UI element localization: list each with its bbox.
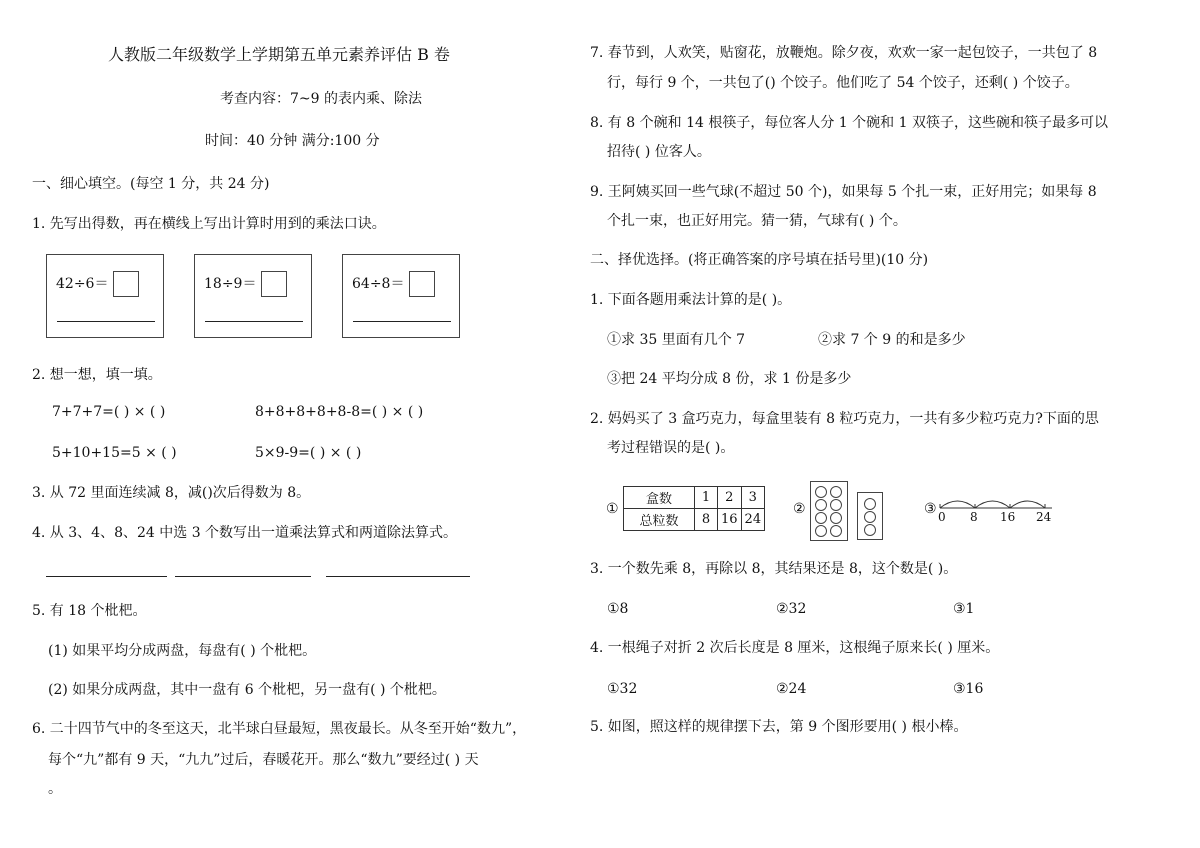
chocolate-icon xyxy=(864,498,876,510)
answer-square-1[interactable] xyxy=(113,271,139,297)
s2-q4-option-2: ②24 xyxy=(776,681,807,697)
q6-line-1: 6. 二十四节气中的冬至这天，北半球白昼最短，黑夜最长。从冬至开始“数九”， xyxy=(32,721,527,737)
s2-q1-option-2: ②求 7 个 9 的和是多少 xyxy=(818,332,966,348)
chocolate-icon xyxy=(830,525,842,537)
number-line-label-24: 24 xyxy=(1036,510,1052,524)
section1-heading: 一、细心填空。(每空 1 分，共 24 分) xyxy=(32,176,270,192)
q6-line-2: 每个“九”都有 9 天，“九九”过后，春暖花开。那么“数九”要经过( ) 天 xyxy=(48,752,479,768)
s2-q4-text: 4. 一根绳子对折 2 次后长度是 8 厘米，这根绳子原来长( ) 厘米。 xyxy=(590,640,1000,656)
chocolate-box-partial xyxy=(857,492,883,540)
q2-line-2: 8+8+8+8+8-8=( ) × ( ) xyxy=(255,404,424,420)
box-count-table xyxy=(623,486,765,531)
q3-text: 3. 从 72 里面连续减 8，减()次后得数为 8。 xyxy=(32,485,311,501)
calc-box-2 xyxy=(194,254,312,338)
answer-line-3[interactable] xyxy=(353,321,451,322)
q2-line-1: 7+7+7=( ) × ( ) xyxy=(52,404,166,420)
q9-line-2: 个扎一束，也正好用完。猜一猜，气球有( ) 个。 xyxy=(607,213,907,229)
s2-q4-option-1: ①32 xyxy=(607,681,638,697)
q5-text: 5. 有 18 个枇杷。 xyxy=(32,603,147,619)
q1-text: 1. 先写出得数，再在横线上写出计算时用到的乘法口诀。 xyxy=(32,216,386,232)
calc-expr-3: 64÷8＝ xyxy=(352,276,405,292)
calc-box-1 xyxy=(46,254,164,338)
s2-q3-option-2: ②32 xyxy=(776,601,807,617)
chocolate-icon xyxy=(830,486,842,498)
s2-q4-option-3: ③16 xyxy=(953,681,984,697)
s2-q3-option-1: ①8 xyxy=(607,601,629,617)
q4-answer-line-2[interactable] xyxy=(175,576,311,577)
chocolate-icon xyxy=(815,499,827,511)
q5-part-a: (1) 如果平均分成两盘，每盘有( ) 个枇杷。 xyxy=(48,643,317,659)
table-cell: 1 xyxy=(695,487,718,509)
q8-line-1: 8. 有 8 个碗和 14 根筷子，每位客人分 1 个碗和 1 双筷子，这些碗和筷子最多可以 xyxy=(590,115,1108,131)
chocolate-icon xyxy=(830,499,842,511)
page-title: 人教版二年级数学上学期第五单元素养评估 B 卷 xyxy=(108,45,450,64)
q6-line-3: 。 xyxy=(48,781,62,797)
s2-q1-option-1: ①求 35 里面有几个 7 xyxy=(607,332,746,348)
answer-line-1[interactable] xyxy=(57,321,155,322)
number-line-label-0: 0 xyxy=(938,510,946,524)
chocolate-icon xyxy=(830,512,842,524)
chocolate-icon xyxy=(815,525,827,537)
calc-box-3 xyxy=(342,254,460,338)
answer-square-3[interactable] xyxy=(409,271,435,297)
table-cell: 3 xyxy=(741,487,765,509)
q2-line-3: 5+10+15=5 × ( ) xyxy=(52,445,177,461)
s2-q3-option-3: ③1 xyxy=(953,601,975,617)
q9-line-1: 9. 王阿姨买回一些气球(不超过 50 个)，如果每 5 个扎一束，正好用完；如果每 8 xyxy=(590,184,1097,200)
table-header-total: 总粒数 xyxy=(624,509,695,531)
chocolate-icon xyxy=(864,511,876,523)
s2-q2-marker-1: ① xyxy=(606,501,619,517)
s2-q2-line-2: 考过程错误的是( )。 xyxy=(607,440,735,456)
number-line-label-8: 8 xyxy=(970,510,978,524)
s2-q1-option-3: ③把 24 平均分成 8 份，求 1 份是多少 xyxy=(607,371,852,387)
q4-answer-line-3[interactable] xyxy=(326,576,470,577)
q4-answer-line-1[interactable] xyxy=(46,576,167,577)
answer-line-2[interactable] xyxy=(205,321,303,322)
table-header-boxes: 盒数 xyxy=(624,487,695,509)
q8-line-2: 招待( ) 位客人。 xyxy=(607,144,711,160)
exam-time: 时间：40 分钟 满分:100 分 xyxy=(205,133,380,149)
s2-q2-line-1: 2. 妈妈买了 3 盒巧克力，每盒里装有 8 粒巧克力，一共有多少粒巧克力?下面的思 xyxy=(590,411,1099,427)
calc-expr-1: 42÷6＝ xyxy=(56,276,109,292)
s2-q2-marker-3: ③ xyxy=(924,501,937,517)
q2-text: 2. 想一想，填一填。 xyxy=(32,367,162,383)
chocolate-icon xyxy=(815,512,827,524)
calc-expr-2: 18÷9＝ xyxy=(204,276,257,292)
q7-line-2: 行，每行 9 个，一共包了() 个饺子。他们吃了 54 个饺子，还剩( ) 个饺子。 xyxy=(607,75,1079,91)
s2-q5-text: 5. 如图，照这样的规律摆下去，第 9 个图形要用( ) 根小棒。 xyxy=(590,719,968,735)
number-line-label-16: 16 xyxy=(1000,510,1016,524)
q5-part-b: (2) 如果分成两盘，其中一盘有 6 个枇杷，另一盘有( ) 个枇杷。 xyxy=(48,682,446,698)
s2-q1-text: 1. 下面各题用乘法计算的是( )。 xyxy=(590,292,792,308)
s2-q2-marker-2: ② xyxy=(793,501,806,517)
section2-heading: 二、择优选择。(将正确答案的序号填在括号里)(10 分) xyxy=(590,252,929,268)
q4-text: 4. 从 3、4、8、24 中选 3 个数写出一道乘法算式和两道除法算式。 xyxy=(32,525,458,541)
exam-content: 考查内容：7~9 的表内乘、除法 xyxy=(220,91,422,107)
answer-square-2[interactable] xyxy=(261,271,287,297)
chocolate-icon xyxy=(864,524,876,536)
s2-q3-text: 3. 一个数先乘 8，再除以 8，其结果还是 8，这个数是( )。 xyxy=(590,561,958,577)
q7-line-1: 7. 春节到，人欢笑，贴窗花，放鞭炮。除夕夜，欢欢一家一起包饺子，一共包了 8 xyxy=(590,45,1098,61)
chocolate-icon xyxy=(815,486,827,498)
q2-line-4: 5×9-9=( ) × ( ) xyxy=(255,445,362,461)
chocolate-box-full xyxy=(810,481,848,541)
table-cell: 24 xyxy=(741,509,765,531)
table-cell: 16 xyxy=(718,509,742,531)
table-cell: 2 xyxy=(718,487,742,509)
table-cell: 8 xyxy=(695,509,718,531)
